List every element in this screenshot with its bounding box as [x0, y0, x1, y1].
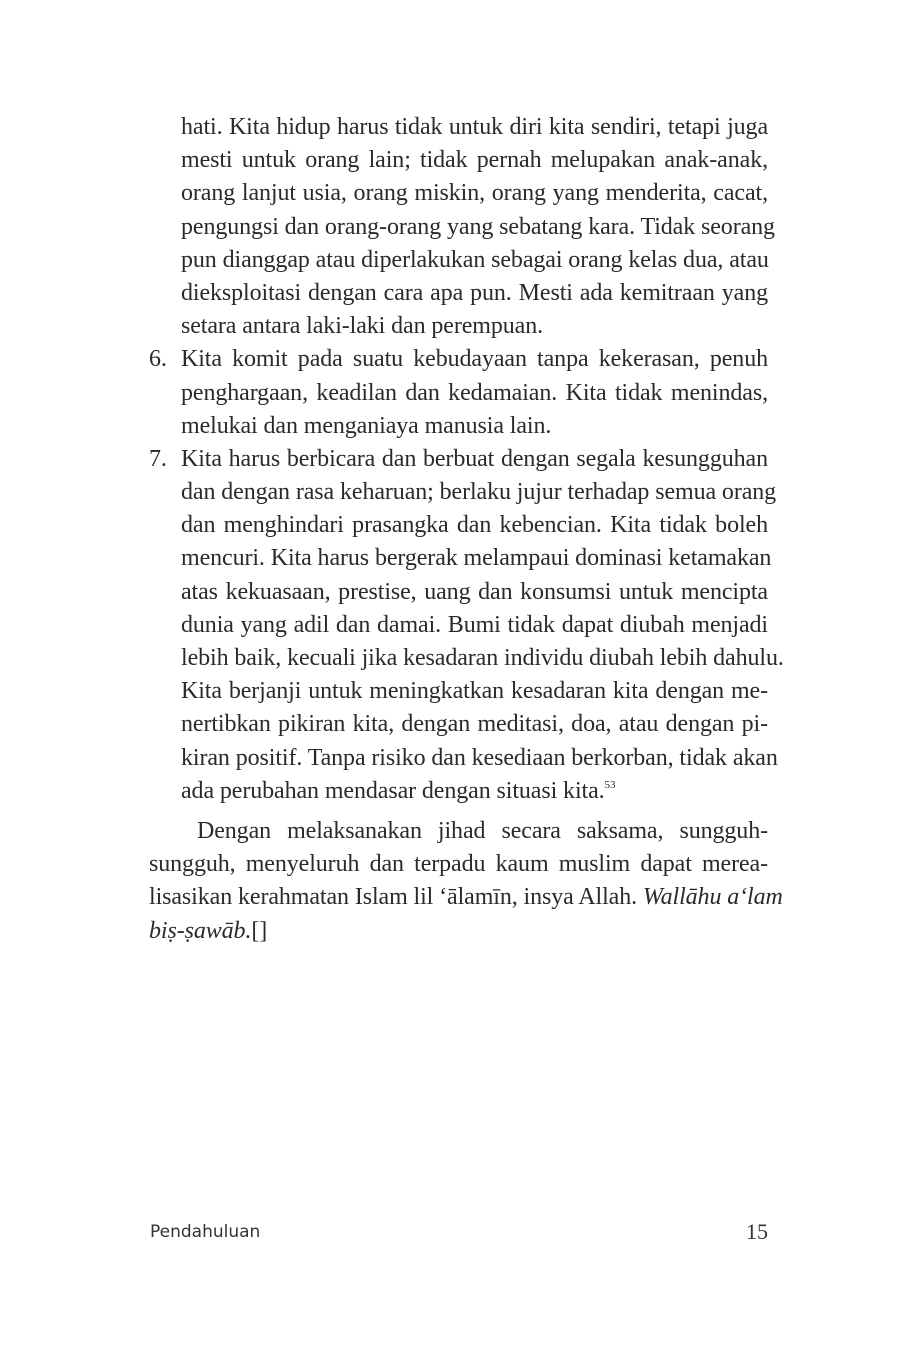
- text-line: Kita komit pada suatu kebudayaan tanpa kekerasan, penuh: [181, 346, 768, 373]
- text-line: mencuri. Kita harus bergerak melampaui dominasi ketamakan: [181, 545, 772, 572]
- closing-paragraph: [149, 815, 783, 948]
- text-line: mesti untuk orang lain; tidak pernah melupakan anak-anak,: [181, 147, 768, 174]
- text-line: [149, 915, 768, 948]
- page-number: 15: [746, 1219, 768, 1244]
- text-line: sungguh, menyeluruh dan terpadu kaum muslim dapat merea-: [149, 851, 768, 878]
- text-line: penghargaan, keadilan dan kedamaian. Kita tidak menindas,: [181, 379, 768, 406]
- text-line: dan menghindari prasangka dan kebencian. Kita tidak boleh: [181, 512, 768, 539]
- text-line: pengungsi dan orang-orang yang sebatang kara. Tidak seorang: [181, 213, 775, 240]
- text-line: nertibkan pikiran kita, dengan meditasi, doa, atau dengan pi-: [181, 711, 768, 738]
- text-line: [181, 775, 768, 808]
- end-mark: []: [251, 917, 268, 944]
- text-line: orang lanjut usia, orang miskin, orang yang menderita, cacat,: [181, 180, 768, 207]
- body-text: [149, 111, 784, 948]
- text-line: Dengan melaksanakan jihad secara saksama, sungguh-: [197, 817, 768, 844]
- text-line: dunia yang adil dan damai. Bumi tidak dapat diubah menjadi: [181, 611, 768, 638]
- text-line: setara antara laki-laki dan perempuan.: [181, 313, 544, 340]
- italic-phrase: Wallāhu a‘lam: [642, 884, 783, 911]
- text-line: kiran positif. Tanpa risiko dan kesediaan berkorban, tidak akan: [181, 744, 778, 771]
- footnote-reference[interactable]: 53: [604, 778, 616, 791]
- text-segment: lisasikan kerahmatan Islam lil ‘ālamīn, insya Allah.: [149, 884, 643, 911]
- text-line: atas kekuasaan, prestise, uang dan konsumsi untuk mencipta: [181, 578, 768, 605]
- text-line: Kita harus berbicara dan berbuat dengan segala kesungguhan: [181, 445, 768, 472]
- text-line: hati. Kita hidup harus tidak untuk diri kita sendiri, tetapi juga: [181, 114, 768, 140]
- continuation-paragraph: [149, 111, 775, 343]
- list-item-6: [149, 343, 768, 443]
- text-line: Kita berjanji untuk meningkatkan kesadaran kita dengan me-: [181, 678, 768, 705]
- list-number: 7.: [149, 445, 167, 472]
- text-line: melukai dan menganiaya manusia lain.: [181, 412, 552, 439]
- italic-phrase: biṣ-ṣawāb.: [149, 917, 252, 944]
- text-line: lebih baik, kecuali jika kesadaran individu diubah lebih dahulu.: [181, 645, 784, 671]
- text-line: [149, 881, 783, 914]
- text-line-content: ada perubahan mendasar dengan situasi kita.: [181, 777, 605, 804]
- text-line: dan dengan rasa keharuan; berlaku jujur terhadap semua orang: [181, 479, 777, 506]
- text-line: dieksploitasi dengan cara apa pun. Mesti ada kemitraan yang: [181, 279, 768, 306]
- list-item-7: [149, 443, 784, 808]
- list-number: 6.: [149, 346, 167, 373]
- text-line: pun dianggap atau diperlakukan sebagai orang kelas dua, atau: [181, 246, 769, 273]
- page-footer: [150, 1219, 768, 1252]
- running-footer-section: Pendahuluan: [150, 1222, 261, 1242]
